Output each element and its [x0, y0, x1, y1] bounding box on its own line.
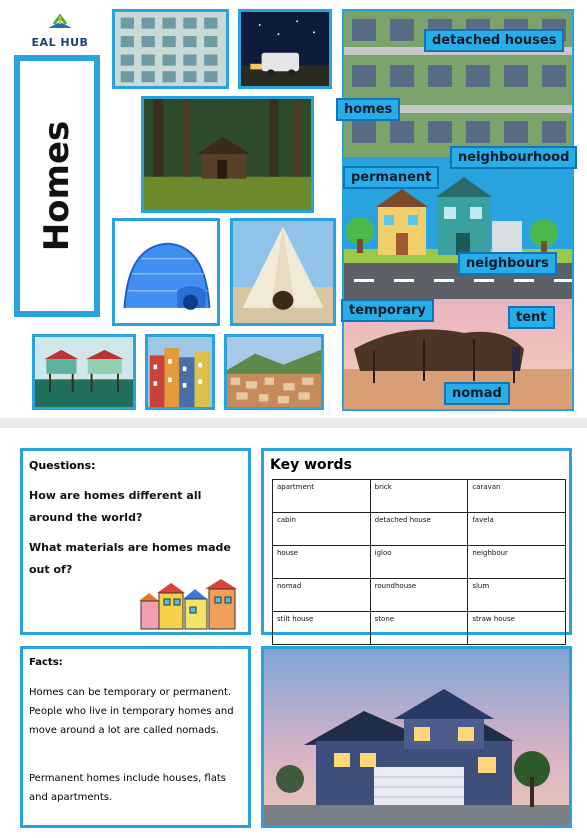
table-row	[273, 513, 566, 546]
facts-heading: Facts:	[29, 657, 63, 668]
logo-text: EAL HUB	[31, 36, 89, 49]
keyword-cell: apartment	[273, 480, 371, 513]
facts-panel	[20, 646, 251, 828]
question-2: What materials are homes made out of?	[29, 541, 231, 576]
table-row	[273, 546, 566, 579]
questions-panel	[20, 448, 251, 635]
keyword-cell: favela	[468, 513, 566, 546]
house-photo	[261, 646, 572, 828]
bottom-sheet	[0, 428, 587, 838]
igloo-picture	[112, 218, 220, 326]
questions-heading: Questions:	[29, 459, 96, 472]
keywords-panel	[261, 448, 572, 635]
label-homes: homes	[336, 98, 400, 121]
label-temporary: temporary	[341, 299, 434, 322]
keyword-cell: neighbour	[468, 546, 566, 579]
keyword-cell: cabin	[273, 513, 371, 546]
label-neighbourhood: neighbourhood	[450, 146, 577, 169]
houses-clipart	[137, 577, 249, 631]
title-box	[14, 55, 100, 317]
keyword-cell: brick	[370, 480, 468, 513]
book-icon	[30, 14, 90, 32]
table-row	[273, 579, 566, 612]
label-permanent: permanent	[343, 166, 439, 189]
label-nomad: nomad	[444, 382, 510, 405]
eal-hub-logo	[30, 14, 90, 48]
keyword-cell: detached house	[370, 513, 468, 546]
keywords-heading: Key words	[270, 457, 352, 473]
label-neighbours: neighbours	[458, 252, 557, 275]
stilt-house-photo	[32, 334, 136, 410]
top-sheet	[0, 0, 587, 418]
label-tent: tent	[508, 306, 555, 329]
question-1: How are homes different all around the world?	[29, 489, 202, 524]
keyword-cell: straw house	[468, 612, 566, 645]
label-detached-houses: detached houses	[424, 29, 564, 52]
fact-2: Permanent homes include houses, flats and apartments.	[29, 773, 226, 803]
tent-photo	[230, 218, 336, 326]
caravan-photo	[238, 9, 332, 89]
keyword-cell: slum	[468, 579, 566, 612]
keyword-cell: caravan	[468, 480, 566, 513]
keyword-cell: stilt house	[273, 612, 371, 645]
town-houses-photo	[145, 334, 215, 410]
cabin-photo	[141, 96, 314, 213]
favela-photo	[224, 334, 324, 410]
keyword-cell: roundhouse	[370, 579, 468, 612]
apartment-photo	[112, 9, 229, 89]
keyword-cell: house	[273, 546, 371, 579]
keyword-cell: nomad	[273, 579, 371, 612]
table-row	[273, 480, 566, 513]
table-row	[273, 612, 566, 645]
fact-1: Homes can be temporary or permanent. People who live in temporary homes and move around a lot are called nomads.	[29, 687, 234, 736]
keywords-table	[272, 479, 566, 645]
keyword-cell: stone	[370, 612, 468, 645]
page-title: Homes	[37, 120, 77, 252]
keyword-cell: igloo	[370, 546, 468, 579]
